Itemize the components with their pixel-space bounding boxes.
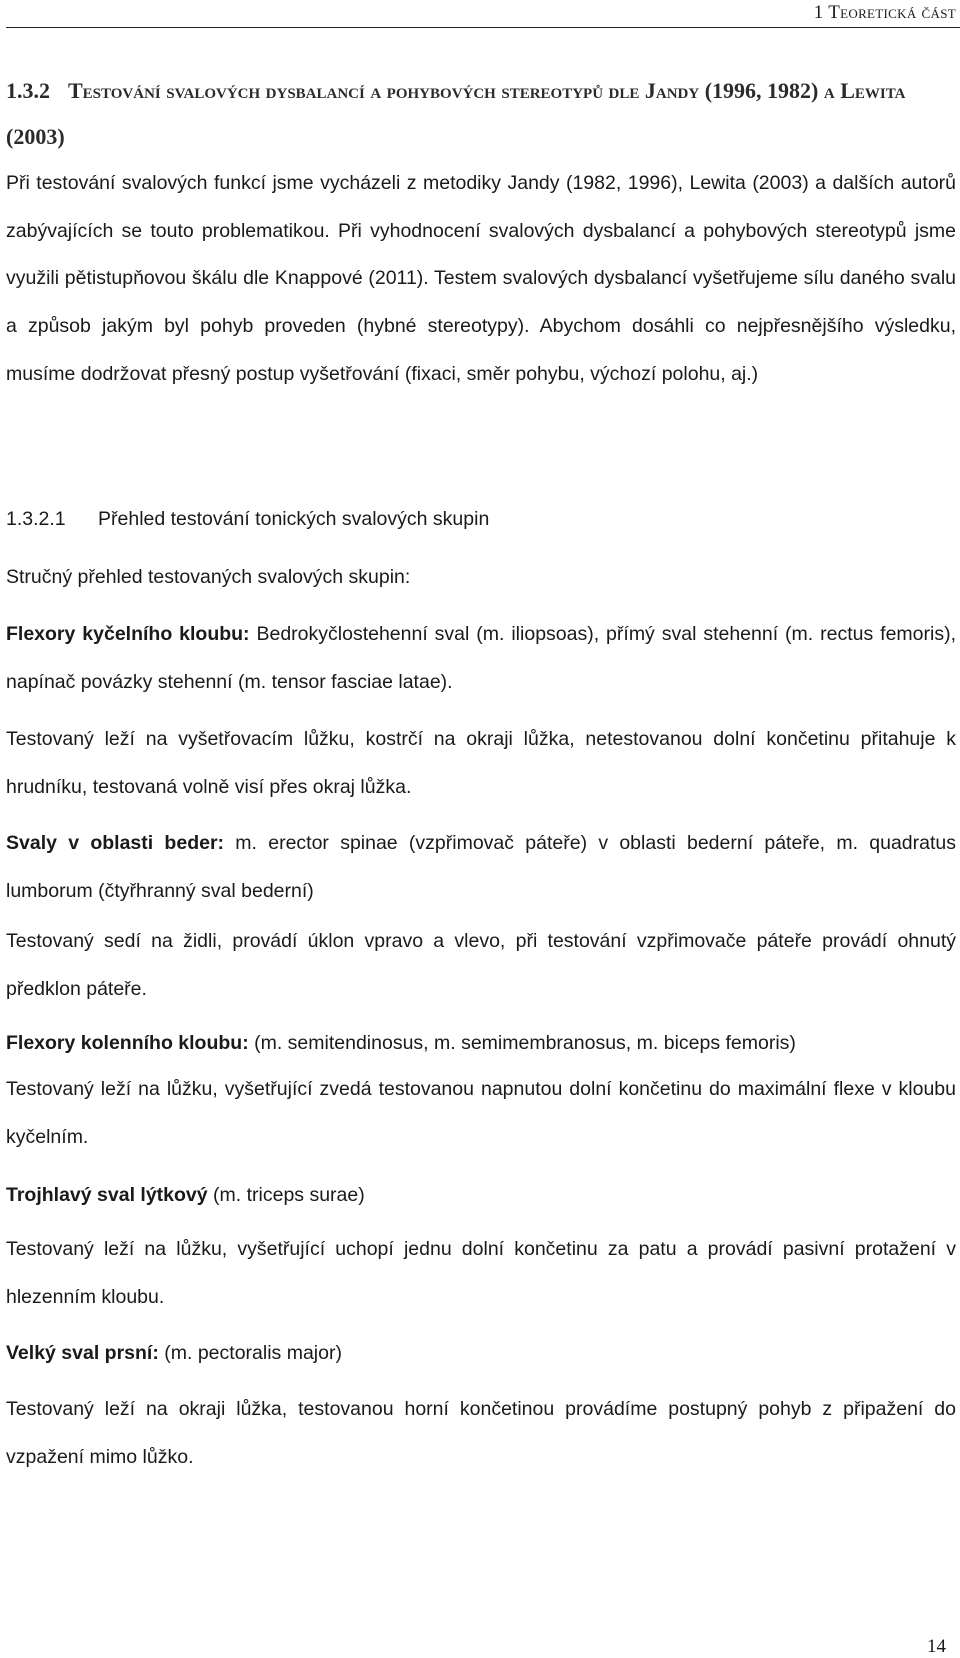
group-triceps-surae-test: Testovaný leží na lůžku, vyšetřující uchopí jednu dolní končetinu za patu a provádí pasivní protažení v hlezenním kloubu. xyxy=(6,1238,956,1308)
subsection-title: Přehled testování tonických svalových skupin xyxy=(98,508,490,530)
running-header: 1 Teoretická část xyxy=(813,2,956,23)
group-lumbar-test: Testovaný sedí na židli, provádí úklon vpravo a vlevo, při testování vzpřimovače páteře provádí ohnutý předklon páteře. xyxy=(6,930,956,1000)
intro-paragraph: Při testování svalových funkcí jsme vycházeli z metodiky Jandy (1982, 1996), Lewita (2003) a dalších autorů zabývajících se touto problematikou. Při vyhodnocení svalových dysbalancí a pohybových stereotypů jsme využili pětistupňovou škálu dle Knappové (2011). Testem svalových dysbalancí vyšetřujeme sílu daného svalu a způsob jakým byl pohyb proveden (hybné stereotypy). Abychom dosáhli co nejpřesnějšího výsledku, musíme dodržovat přesný postup vyšetřování (fixaci, směr pohybu, výchozí polohu, aj.) xyxy=(6,172,956,385)
group-name: Svaly v oblasti beder: xyxy=(6,832,225,854)
group-hip-flexors-muscles xyxy=(6,611,956,706)
group-name: Velký sval prsní: xyxy=(6,1342,159,1364)
group-muscles: (m. pectoralis major) xyxy=(158,1342,342,1364)
group-muscles: Bedrokyčlostehenní sval (m. iliopsoas), přímý sval stehenní (m. rectus femoris), napínač povázky stehenní (m. tensor fasciae latae). xyxy=(6,623,956,693)
group-knee-flexors-muscles xyxy=(6,1020,956,1068)
group-muscles: m. erector spinae (vzpřimovač páteře) v oblasti bederní páteře, m. quadratus lumborum (čtyřhranný sval bederní) xyxy=(6,832,956,902)
page-number: 14 xyxy=(927,1636,946,1657)
section-heading xyxy=(6,68,956,160)
subsection-number: 1.3.2.1 xyxy=(6,508,66,530)
group-pectoralis-test: Testovaný leží na okraji lůžka, testovanou horní končetinou provádíme postupný pohyb z připažení do vzpažení mimo lůžko. xyxy=(6,1398,956,1468)
group-hip-flexors-test: Testovaný leží na vyšetřovacím lůžku, kostrčí na okraji lůžka, netestovanou dolní končetinu přitahuje k hrudníku, testovaná volně visí přes okraj lůžka. xyxy=(6,728,956,798)
group-muscles: (m. triceps surae) xyxy=(207,1184,365,1206)
group-pectoralis-muscles xyxy=(6,1330,956,1378)
group-name: Trojhlavý sval lýtkový xyxy=(6,1184,208,1206)
overview-label: Stručný přehled testovaných svalových skupin: xyxy=(6,566,411,588)
group-name: Flexory kolenního kloubu: xyxy=(6,1032,249,1054)
section-number: 1.3.2 xyxy=(6,78,50,103)
group-muscles: (m. semitendinosus, m. semimembranosus, m. biceps femoris) xyxy=(248,1032,796,1054)
group-knee-flexors-test: Testovaný leží na lůžku, vyšetřující zvedá testovanou napnutou dolní končetinu do maximální flexe v kloubu kyčelním. xyxy=(6,1078,956,1148)
group-lumbar-muscles xyxy=(6,820,956,915)
section-title: Testování svalových dysbalancí a pohybových stereotypů dle Jandy (1996, 1982) a Lewita (2003) xyxy=(6,78,906,149)
group-triceps-surae-muscles xyxy=(6,1172,956,1220)
header-divider xyxy=(6,27,960,28)
group-name: Flexory kyčelního kloubu: xyxy=(6,623,250,645)
subsection-heading xyxy=(6,496,956,544)
